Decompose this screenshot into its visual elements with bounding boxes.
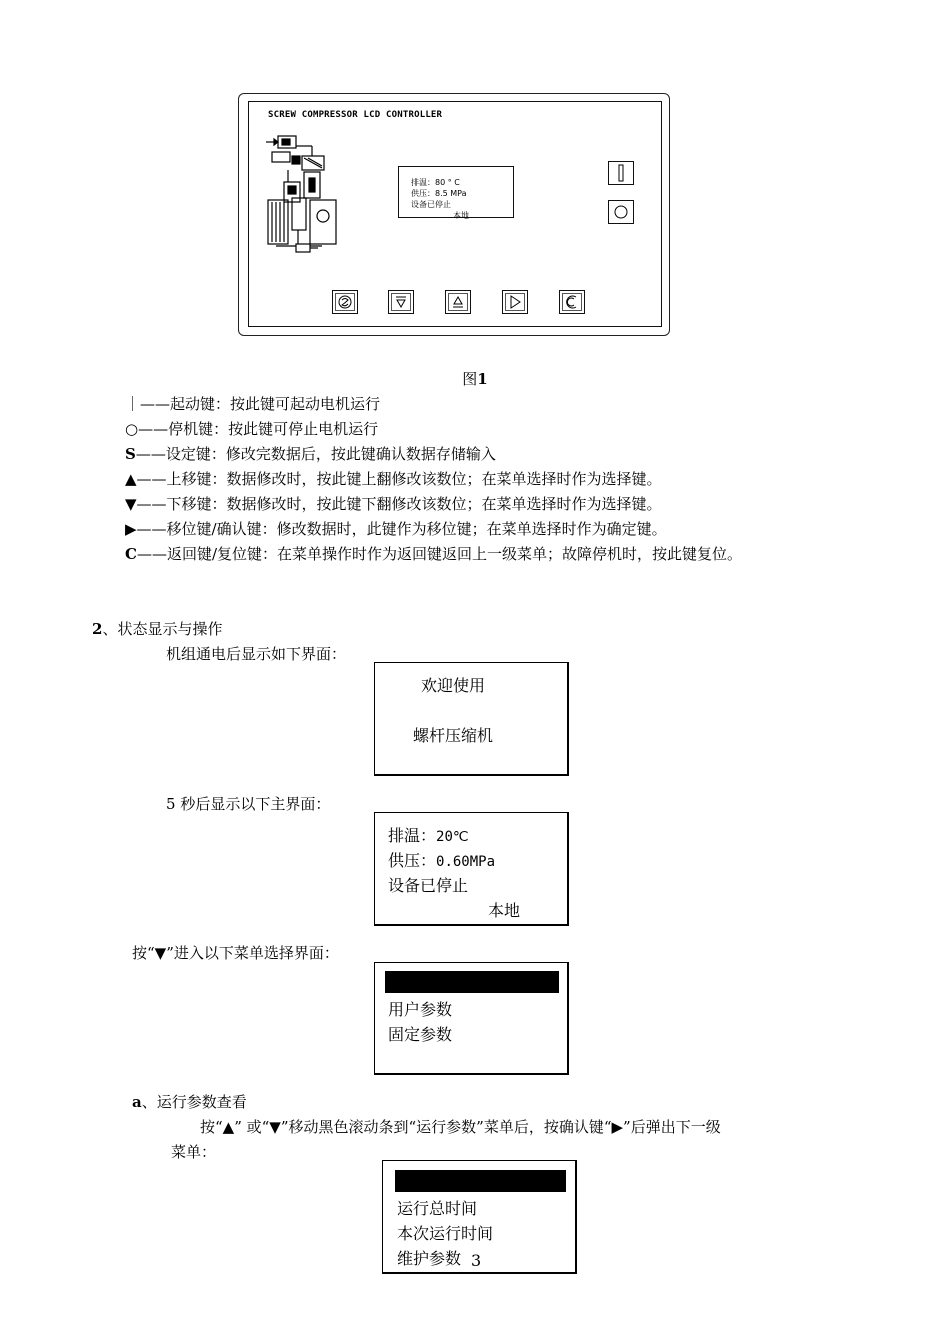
lcd-temp-line: 排温：80 ° C: [411, 178, 460, 187]
return-icon: [565, 294, 579, 310]
up-key[interactable]: [445, 290, 471, 314]
temp-line: 排温：20℃: [388, 826, 469, 845]
set-key[interactable]: [332, 290, 358, 314]
down-arrow-icon: [394, 294, 408, 310]
compressor-schematic-icon: [262, 126, 352, 258]
start-button[interactable]: [608, 161, 634, 185]
legend-down-key: ▼——下移键：数据修改时，按此键下翻修改该数位；在菜单选择时作为选择键。: [125, 495, 662, 513]
legend-set-key: S——设定键：修改完数据后，按此键确认数据存储输入: [125, 445, 496, 463]
welcome-line: 欢迎使用: [421, 676, 486, 695]
press-down-text: 按“▼”进入以下菜单选择界面：: [132, 944, 339, 962]
caption-prefix: 图: [462, 370, 478, 388]
run-item-current-time[interactable]: 本次运行时间: [397, 1224, 494, 1243]
figure-caption: [0, 368, 950, 389]
menu-screen: [374, 962, 569, 1075]
subsection-a-desc-cont: 菜单：: [171, 1143, 217, 1161]
lcd-display: [398, 166, 514, 218]
legend-up-key: ▲——上移键：数据修改时，按此键上翻修改该数位；在菜单选择时作为选择键。: [125, 470, 662, 488]
start-icon: [616, 164, 626, 182]
panel-title: SCREW COMPRESSOR LCD CONTROLLER: [268, 110, 443, 120]
shift-confirm-key[interactable]: [502, 290, 528, 314]
run-params-screen: [382, 1160, 577, 1274]
up-arrow-icon: [451, 294, 465, 310]
legend-start-key: ｜——起动键：按此键可起动电机运行: [125, 395, 381, 413]
legend-stop-key: ○——停机键：按此键可停止电机运行: [125, 420, 379, 438]
welcome-screen: [374, 662, 569, 776]
subsection-a-heading: a、运行参数查看: [132, 1093, 247, 1111]
return-reset-key[interactable]: [559, 290, 585, 314]
run-item-maintenance[interactable]: 维护参数: [397, 1249, 462, 1268]
page-number: 3: [471, 1251, 482, 1270]
stop-button[interactable]: [608, 200, 634, 224]
down-key[interactable]: [388, 290, 414, 314]
main-screen: [374, 812, 569, 926]
lcd-mode-line: 本地: [453, 211, 469, 220]
lcd-status-line: 设备已停止: [411, 200, 451, 209]
menu-item-run-params[interactable]: 运行参数: [388, 974, 453, 993]
run-item-total-time[interactable]: 运行总时间: [397, 1199, 478, 1218]
mode-line: 本地: [488, 901, 521, 920]
pressure-line: 供压：0.60MPa: [388, 851, 496, 870]
section-heading: 2、状态显示与操作: [92, 620, 223, 638]
after-5s-text: 5 秒后显示以下主界面：: [166, 795, 331, 813]
caption-number: 1: [477, 370, 488, 388]
legend-return-key: C——返回键/复位键：在菜单操作时作为返回键返回上一级菜单；故障停机时，按此键复位。: [125, 545, 743, 563]
status-line: 设备已停止: [388, 876, 469, 895]
right-arrow-icon: [508, 294, 522, 310]
lcd-pressure-line: 供压：8.5 MPa: [411, 189, 467, 198]
stop-icon: [613, 204, 629, 220]
menu-item-fixed-params[interactable]: 固定参数: [388, 1025, 453, 1044]
legend-shift-key: ▶——移位键/确认键：修改数据时，此键作为移位键；在菜单选择时作为确定键。: [125, 520, 667, 538]
menu-item-user-params[interactable]: 用户参数: [388, 1000, 453, 1019]
run-item-motor-current[interactable]: 电机电流: [397, 1173, 462, 1192]
subsection-a-desc: 按“▲” 或“▼”移动黑色滚动条到“运行参数”菜单后，按确认键“▶”后弹出下一级: [200, 1118, 721, 1136]
product-line: 螺杆压缩机: [413, 726, 494, 745]
power-on-text: 机组通电后显示如下界面：: [166, 645, 347, 663]
set-icon: [338, 294, 352, 310]
